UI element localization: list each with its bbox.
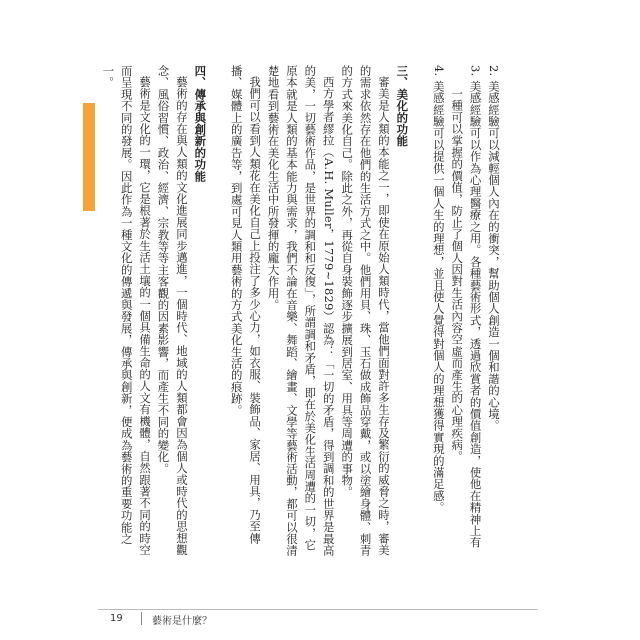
section-heading-3: 三、美化的功能	[395, 65, 410, 147]
footer-rule	[98, 609, 538, 610]
section3-paragraph-2: 西方學者繆拉（A.H. Muller，1779~1829）認為：「一切的矛盾，得到調和的世界是最高的美，一切藝術作品，是世界的調和和反復」，所謂調和矛盾，即在於美化生活周遭的一切，它原本就是人類的基本能力與需求，我們不論在音樂、舞蹈、繪畫、文學等藝術活動，都可以很清楚地看到藝術在美化生活中所發揮的龐大作用。	[266, 65, 336, 557]
section4-paragraph-2: 藝術是文化的一環，它是根著於生活土壤的一個具備生命的人文有機體，自然跟著不同的時空而呈現不同的發展。因此作為一種文化的傳遞與發展，傳承與創新，便成為藝術的重要功能之一。	[101, 65, 153, 557]
section-gap	[209, 65, 227, 560]
section3-paragraph-1: 審美是人類的本能之一，即使在原始人類時代，當他們面對許多生存及繁衍的威脅之時，審美的需求依然存在他們的生活方式之中。他們用貝、珠、玉石做成飾品穿戴，或以塗繪身體、刺青的方式來美化自己。除此之外，再從自身裝飾逐步擴展到居室、用具等周遭的事物。	[340, 65, 391, 557]
section4-paragraph-1: 藝術的存在與人類的文化進展同步邁進，一個時代、地域的人類都會因為個人或時代的思想觀念、風俗習慣、政治、經濟、宗教等等主客觀的因素影響，而產生不同的變化。	[156, 65, 189, 557]
running-title: 藝術是什麼？	[152, 616, 212, 627]
list-item-2: 2. 美感經驗可以減輕個人內在的衝突，幫助個人創造一個和諧的心境。	[487, 65, 501, 432]
vertical-text-body	[101, 65, 503, 560]
section3-paragraph-3: 我們可以看到人類花在美化自己上投注了多少心力，如衣服、裝飾品、家居、用具，乃至傳播、媒體上的廣告等，到處可見人類用藝術的方式美化生活的痕跡。	[229, 65, 263, 545]
list-item-4: 4. 美感經驗可以提供一個人生的理想，並且使人覺得對個人的理想獲得實現的滿足感。	[431, 65, 446, 514]
footer-divider	[141, 612, 142, 625]
page-number: 19	[110, 613, 123, 624]
section-heading-4: 四、傳承與創新的功能	[193, 65, 208, 182]
list-item-3: 3. 美感經驗可以作為心理醫療之用。各種藝術形式，透過欣賞者的價值創造，使他在精神上有一種可以掌握的價值，防止了個人因對生活內容空虛而產生的心理疾病。	[450, 65, 483, 549]
section-gap	[411, 65, 429, 560]
chapter-accent-bar	[83, 103, 95, 211]
